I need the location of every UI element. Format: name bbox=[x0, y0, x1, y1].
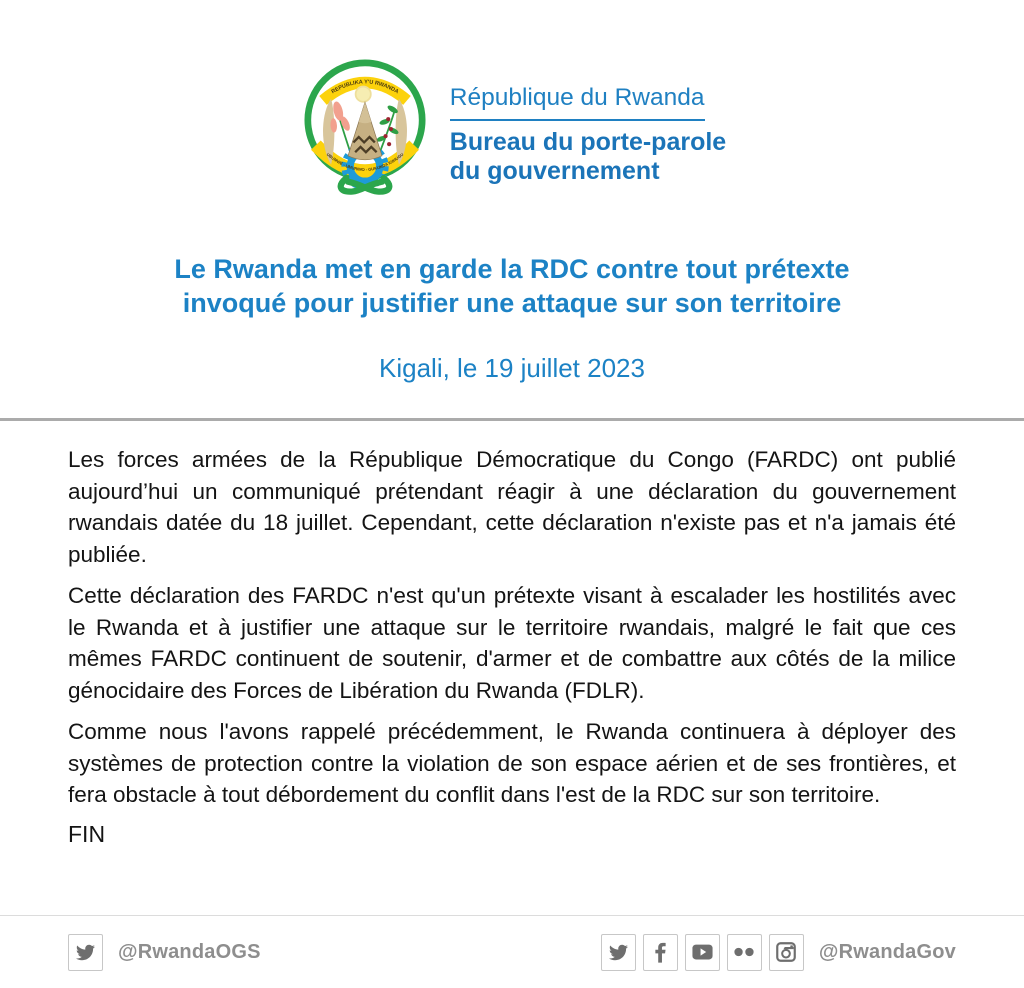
emblem-motto-top: REPUBLIKA Y'U RWANDA bbox=[330, 79, 400, 96]
twitter-icon bbox=[609, 943, 628, 962]
title-line-1: Le Rwanda met en garde la RDC contre tout prétexte bbox=[174, 254, 850, 284]
sun-icon bbox=[355, 87, 370, 102]
youtube-link[interactable] bbox=[685, 934, 720, 971]
instagram-icon bbox=[776, 942, 796, 962]
closing-fin: FIN bbox=[68, 820, 106, 847]
emblem-motto-bottom: UBUMWE - UMURIMO - GUKUNDA IGIHUGU bbox=[325, 151, 405, 173]
page-title bbox=[0, 252, 1024, 320]
social-footer bbox=[0, 915, 1024, 988]
paragraph-2: Cette déclaration des FARDC n'est qu'un prétexte visant à escalader les hostilités avec le Rwanda et à justifier une attaque sur le territoire rwandais, malgré le fait que ces mêmes FARDC continuent de soutenir, d'armer et de combattre aux côtés de la milice génocidaire des Forces de Libération du Rwanda (FDLR). bbox=[68, 583, 956, 703]
paragraph-1: Les forces armées de la République Démocratique du Congo (FARDC) ont publié aujourd’hui un communiqué prétendant réagir à une déclaration du gouvernement rwandais datée du 18 juillet. Cependant, cette déclaration n'existe pas et n'a jamais été publiée. bbox=[68, 447, 956, 567]
divider-rule bbox=[0, 418, 1024, 421]
twitter-link[interactable] bbox=[68, 934, 103, 971]
org-name: République du Rwanda bbox=[450, 84, 705, 121]
org-office-line2: du gouvernement bbox=[449, 157, 660, 185]
dateline: Kigali, le 19 juillet 2023 bbox=[379, 353, 645, 383]
flickr-link[interactable] bbox=[727, 934, 762, 971]
twitter-icon bbox=[76, 943, 95, 962]
left-handle[interactable]: @RwandaOGS bbox=[118, 940, 261, 963]
instagram-link[interactable] bbox=[769, 934, 804, 971]
footer-right-group bbox=[601, 934, 956, 971]
masthead-text bbox=[450, 52, 726, 186]
right-handle[interactable]: @RwandaGov bbox=[818, 940, 956, 963]
release-body bbox=[0, 444, 1024, 848]
flickr-icon bbox=[733, 947, 755, 957]
org-office-line1: Bureau du porte-parole bbox=[449, 128, 727, 156]
facebook-link[interactable] bbox=[643, 934, 678, 971]
rwanda-coat-of-arms bbox=[298, 52, 432, 206]
youtube-icon bbox=[692, 944, 713, 960]
footer-left-group bbox=[68, 934, 261, 971]
twitter-link[interactable] bbox=[601, 934, 636, 971]
facebook-icon bbox=[655, 942, 666, 963]
paragraph-3: Comme nous l'avons rappelé précédemment, le Rwanda continuera à déployer des systèmes de protection contre la violation de son espace aérien et de ses frontières, et fera obstacle à tout débordement du conflit dans l'est de la RDC sur son territoire. bbox=[68, 719, 956, 807]
title-line-2: invoqué pour justifier une attaque sur son territoire bbox=[182, 288, 842, 318]
masthead bbox=[0, 0, 1024, 206]
